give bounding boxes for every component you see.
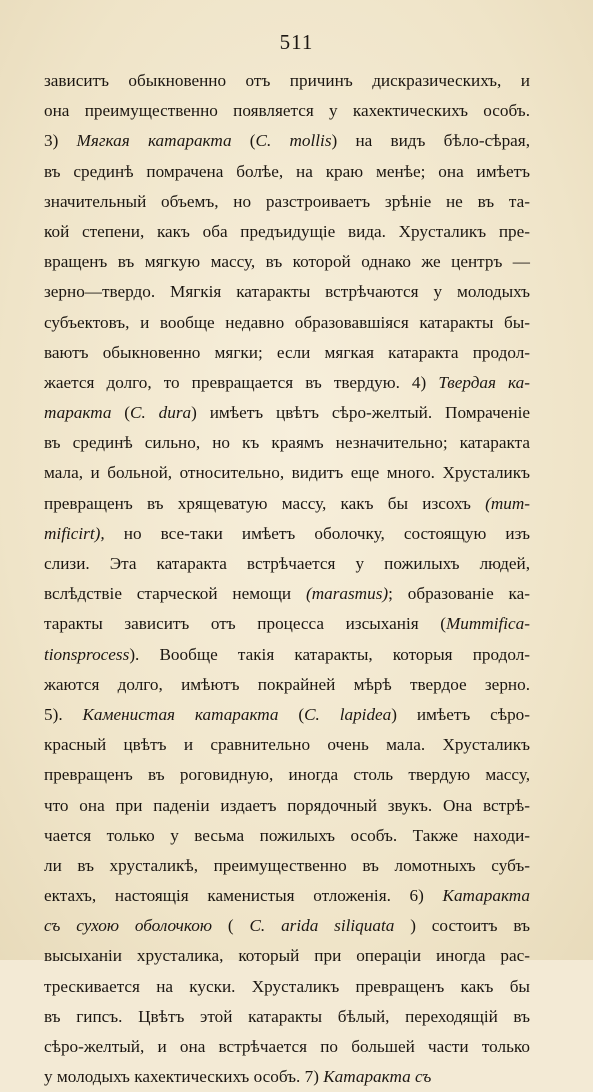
text-segment: красный цвѣтъ и сравнительно очень мала. Хрусталикъ (44, 735, 530, 755)
text-line (44, 700, 530, 730)
text-segment: ваютъ обыкновенно мягки; если мягкая катаракта продол- (44, 342, 530, 362)
text-segment: чается только у весьма пожилыхъ особъ. Также находи- (44, 825, 530, 845)
text-segment: сѣро-желтый, и она встрѣчается по большей части только (44, 1037, 530, 1056)
italic-text-segment: Мягкая катаракта (76, 131, 232, 151)
text-segment: ( (111, 403, 131, 423)
italic-text-segment: Каменистая катаракта (82, 704, 279, 724)
text-line (44, 730, 530, 760)
text-segment: 5). (44, 704, 83, 724)
text-line (44, 1002, 530, 1032)
text-line (44, 277, 530, 307)
italic-text-segment: C. arida siliquata (249, 916, 395, 936)
text-line (44, 760, 530, 790)
text-segment: въ гипсъ. Цвѣтъ этой катаракты бѣлый, переходящій въ (44, 1006, 530, 1026)
text-segment: трескивается на куски. Хрусталикъ превращенъ какъ бы (44, 976, 530, 996)
text-segment: жаются долго, имѣютъ покрайней мѣрѣ твердое зерно. (44, 674, 530, 694)
text-line (44, 247, 530, 277)
text-segment: въ срединѣ сильно, но къ краямъ незначительно; катаракта (44, 433, 530, 453)
text-segment: что она при паденіи издаетъ порядочный звукъ. Она встрѣ- (44, 795, 530, 815)
text-line (44, 1062, 530, 1092)
text-line (44, 519, 530, 549)
text-segment: таракты зависитъ отъ процесса изсыханія ( (44, 614, 446, 634)
italic-text-segment: Катаракта съ (323, 1067, 432, 1087)
text-segment: ) имѣетъ цвѣтъ сѣро-желтый. Помраченіе (191, 403, 530, 423)
italic-text-segment: Mummifica- (445, 614, 530, 634)
text-line (44, 549, 530, 579)
text-line (44, 579, 530, 609)
text-line (44, 1032, 530, 1062)
text-segment: высыханіи хрусталика, который при операціи иногда рас- (44, 946, 530, 966)
text-segment: субъектовъ, и вообще недавно образовавшіяся катаракты бы- (44, 312, 530, 332)
text-line (44, 640, 530, 670)
body-text (44, 66, 530, 1092)
text-segment: ). Вообще такія катаракты, которыя продол- (129, 644, 530, 664)
text-segment: жается долго, то превращается въ твердую. 4) (44, 372, 439, 392)
italic-text-segment: tionsprocess (44, 644, 130, 664)
text-segment: вращенъ въ мягкую массу, въ которой однако же центръ — (44, 252, 530, 272)
text-segment: ) состоитъ въ (394, 916, 530, 936)
italic-text-segment: (marasmus) (305, 584, 389, 604)
text-line (44, 187, 530, 217)
italic-text-segment: Катаракта (442, 886, 530, 906)
text-line (44, 428, 530, 458)
text-segment: вслѣдствіе старческой немощи (44, 584, 306, 604)
text-segment: мала, и больной, относительно, видитъ еще много. Хрусталикъ (44, 463, 530, 483)
text-line (44, 881, 530, 911)
italic-text-segment: mificirt), (44, 523, 105, 543)
text-segment: ( (231, 131, 256, 151)
text-segment: ( (278, 704, 305, 724)
text-segment: ектахъ, настоящія каменистыя отложенія. 6) (44, 886, 443, 906)
text-segment: ) на видъ бѣло-cѣрая, (331, 131, 531, 151)
italic-text-segment: Твердая ка- (438, 372, 530, 392)
text-line (44, 458, 530, 488)
text-segment: ( (211, 916, 250, 936)
text-segment: она преимущественно появляется у кахектическихъ особъ. (44, 101, 530, 121)
text-segment: но все-таки имѣетъ оболочку, состоящую изъ (104, 523, 530, 543)
text-line (44, 821, 530, 851)
text-segment: превращенъ въ хрящеватую массу, какъ бы изсохъ (44, 493, 486, 513)
text-segment: превращенъ въ роговидную, иногда столь твердую массу, (44, 765, 530, 785)
text-segment: ли въ хрусталикѣ, преимущественно въ ломотныхъ субъ- (44, 855, 530, 875)
text-line (44, 398, 530, 428)
italic-text-segment: C. dura (130, 403, 192, 423)
text-line (44, 851, 530, 881)
text-line (44, 96, 530, 126)
text-line (44, 972, 530, 1002)
text-line (44, 308, 530, 338)
text-line (44, 609, 530, 639)
italic-text-segment: таракта (44, 403, 112, 423)
text-line (44, 157, 530, 187)
text-segment: ) имѣетъ сѣро- (391, 704, 530, 724)
text-line (44, 66, 530, 96)
text-segment: слизи. Эта катаракта встрѣчается у пожилыхъ людей, (44, 554, 530, 573)
text-line (44, 126, 530, 156)
text-segment: 3) (44, 131, 77, 151)
text-segment: ; образованіе ка- (388, 584, 530, 604)
text-line (44, 941, 530, 971)
italic-text-segment: C. lapidea (304, 704, 392, 724)
text-segment: зависитъ обыкновенно отъ причинъ дискразическихъ, и (44, 71, 530, 90)
italic-text-segment: C. mollis (255, 131, 332, 151)
italic-text-segment: съ сухою оболочкою (44, 916, 212, 936)
italic-text-segment: (mum- (485, 493, 530, 513)
text-segment: зерно—твердо. Мягкія катаракты встрѣчаются у молодыхъ (44, 282, 530, 302)
text-line (44, 670, 530, 700)
text-line (44, 489, 530, 519)
text-line (44, 338, 530, 368)
text-line (44, 368, 530, 398)
text-line (44, 791, 530, 821)
text-segment: кой степени, какъ оба предъидущіе вида. Хрусталикъ пре- (44, 221, 530, 241)
text-segment: значительный объемъ, но разстроиваетъ зрѣніе не въ та- (44, 191, 530, 211)
text-segment: у молодыхъ кахектическихъ особъ. 7) (44, 1067, 324, 1087)
text-line (44, 911, 530, 941)
text-segment: въ срединѣ помрачена болѣе, на краю менѣе; она имѣетъ (44, 161, 530, 181)
text-line (44, 217, 530, 247)
page-number: 511 (279, 30, 314, 54)
